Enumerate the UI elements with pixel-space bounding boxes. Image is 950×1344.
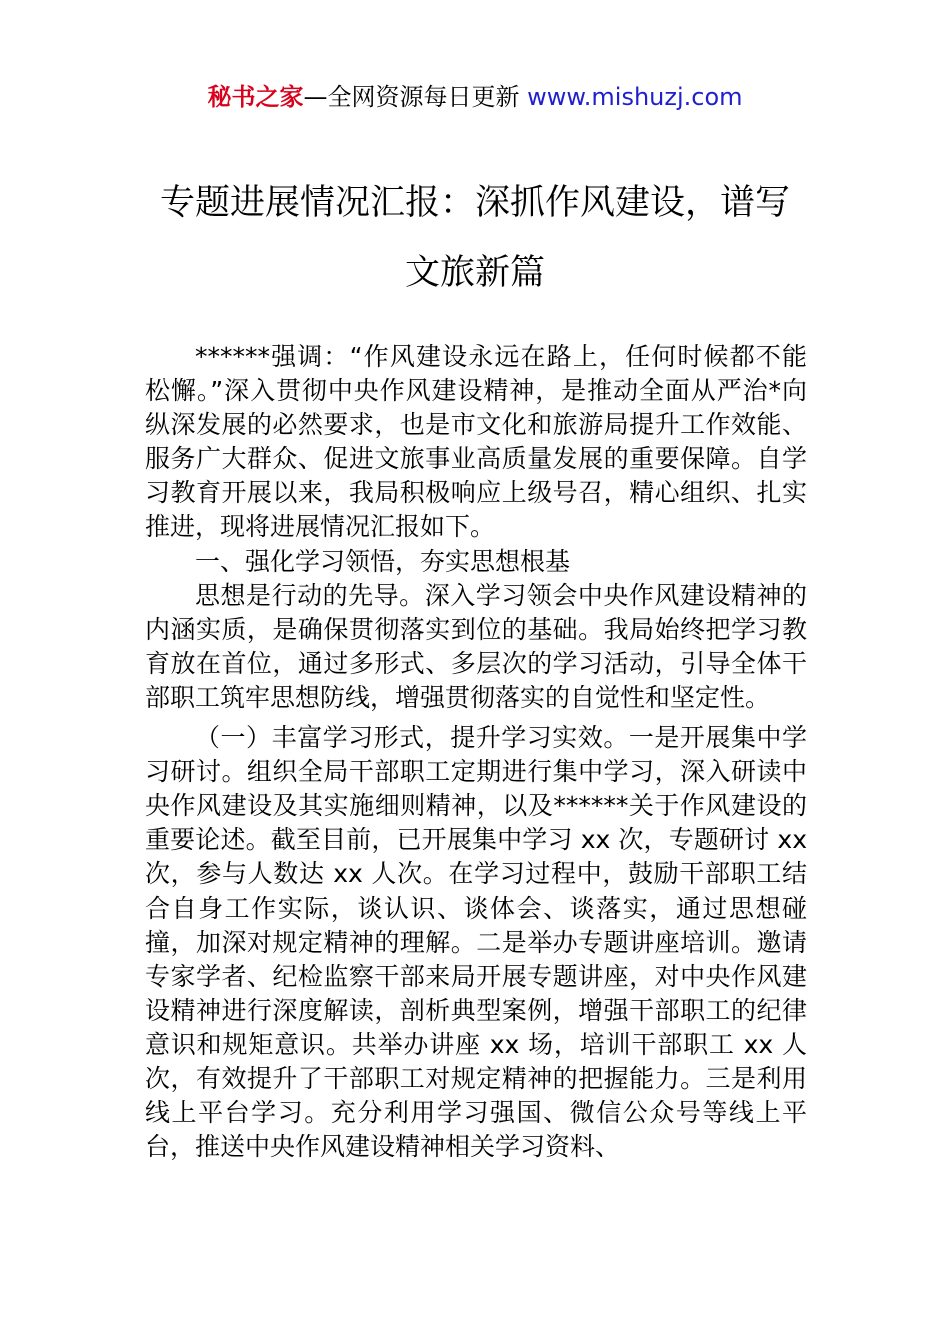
document-title-line-1: 专题进展情况汇报：深抓作风建设，谱写 [159, 183, 790, 223]
body-paragraph-1: 思想是行动的先导。深入学习领会中央作风建设精神的内涵实质，是确保贯彻落实到位的基础。我局始终把学习教育放在首位，通过多形式、多层次的学习活动，引导全体干部职工筑牢思想防线，增强贯彻落实的自觉性和坚定性。 [145, 580, 807, 712]
site-url-link[interactable]: www.mishuzj.com [527, 83, 743, 111]
document-title [130, 168, 820, 308]
section-heading-1: 一、强化学习领悟，夯实思想根基 [195, 546, 571, 576]
document-title-line-2: 文旅新篇 [404, 253, 545, 293]
site-tagline: —全网资源每日更新 [303, 83, 528, 111]
site-header [0, 80, 950, 114]
document-body [145, 340, 807, 1164]
intro-paragraph: ******强调：“作风建设永远在路上，任何时候都不能松懈。”深入贯彻中央作风建设精神，是推动全面从严治*向纵深发展的必然要求，也是市文化和旅游局提升工作效能、服务广大群众、促进文旅事业高质量发展的重要保障。自学习教育开展以来，我局积极响应上级号召，精心组织、扎实推进，现将进展情况汇报如下。 [145, 342, 807, 542]
body-paragraph-2: （一）丰富学习形式，提升学习实效。一是开展集中学习研讨。组织全局干部职工定期进行集中学习，深入研读中央作风建设及其实施细则精神，以及******关于作风建设的重要论述。截至目前，已开展集中学习 xx 次，专题研讨 xx 次，参与人数达 xx 人次。在学习过程中，鼓励干部职工结合自身工作实际，谈认识、谈体会、谈落实，通过思想碰撞，加深对规定精神的理解。二是举办专题讲座培训。邀请专家学者、纪检监察干部来局开展专题讲座，对中央作风建设精神进行深度解读，剖析典型案例，增强干部职工的纪律意识和规矩意识。共举办讲座 xx 场，培训干部职工 xx 人次，有效提升了干部职工对规定精神的把握能力。三是利用线上平台学习。充分利用学习强国、微信公众号等线上平台，推送中央作风建设精神相关学习资料、 [145, 723, 807, 1162]
site-brand: 秘书之家 [207, 83, 304, 111]
